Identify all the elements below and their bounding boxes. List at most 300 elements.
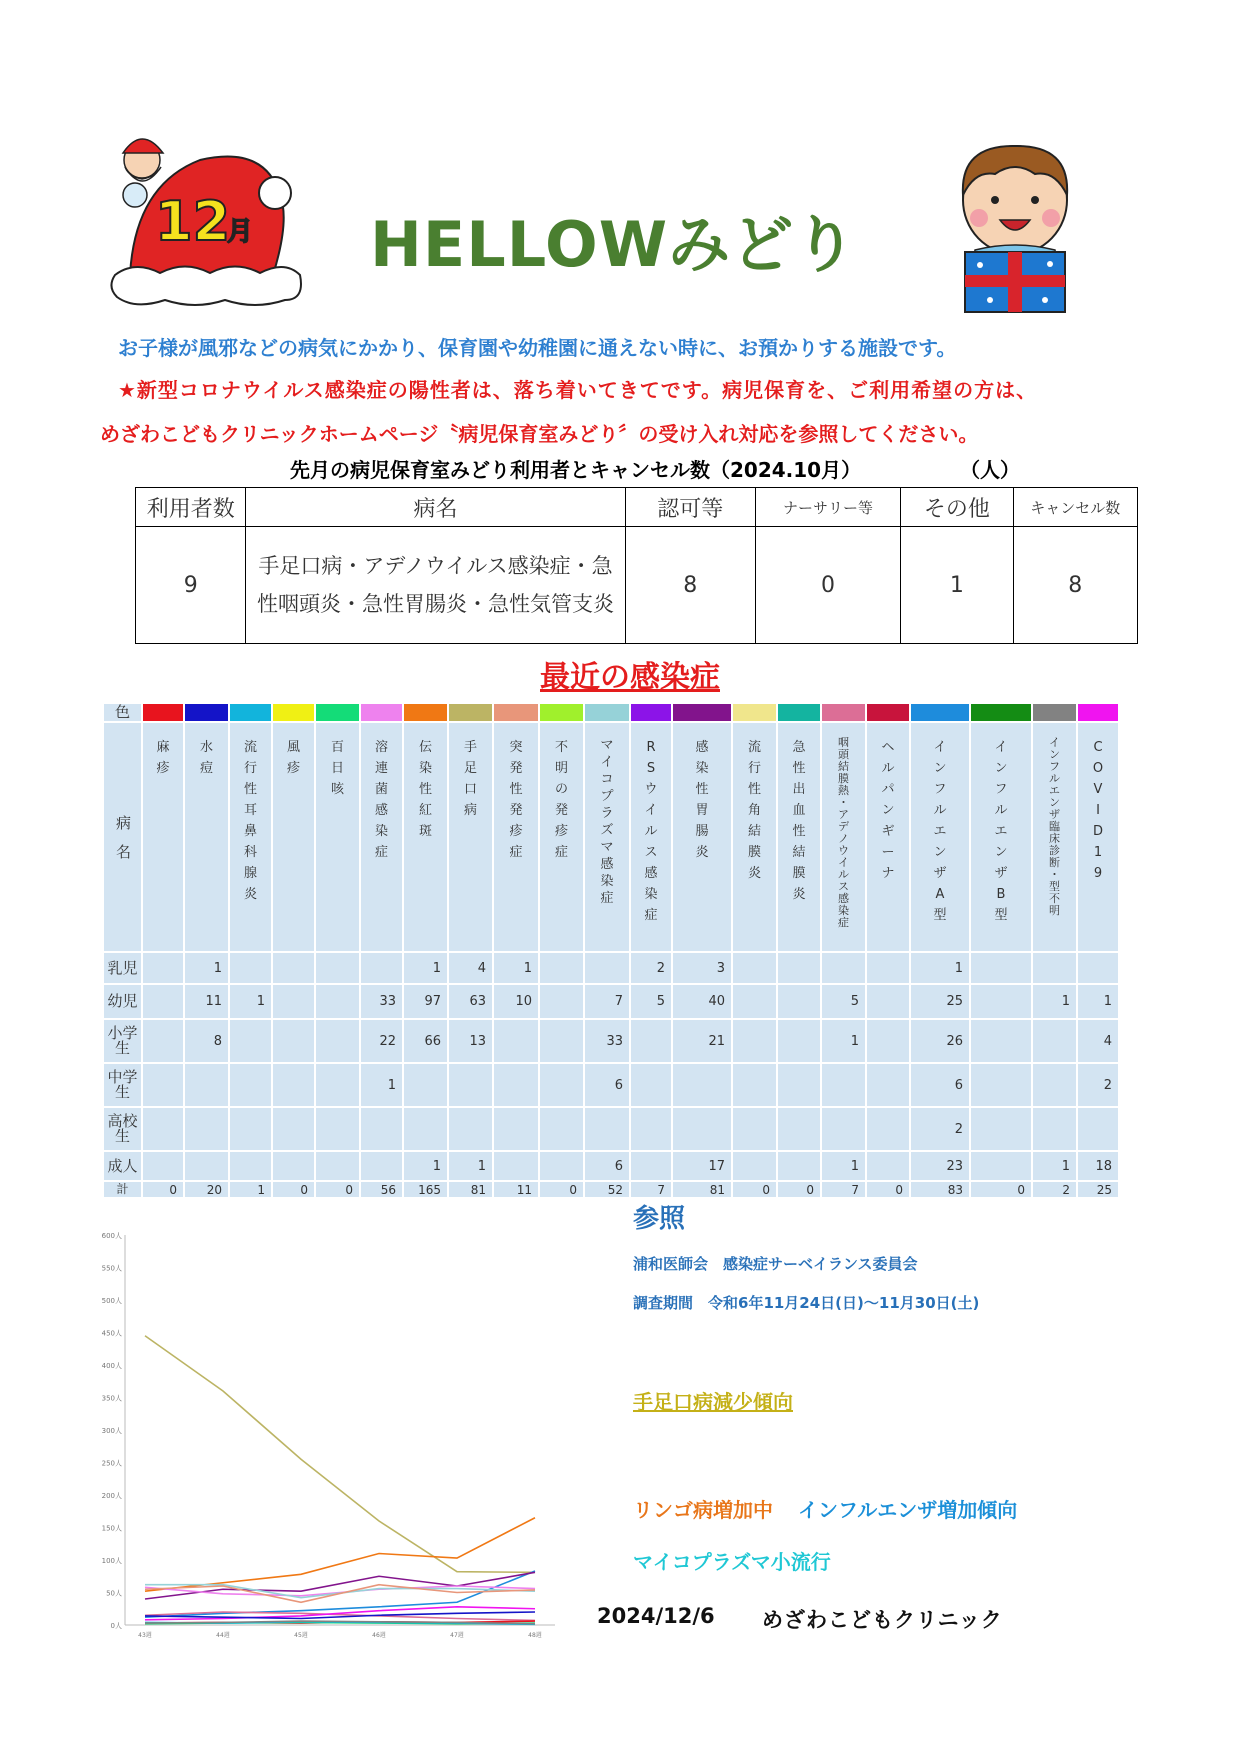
disease-name-char: 感 <box>644 866 658 881</box>
disease-name-char: 科 <box>243 845 257 860</box>
count-cell <box>778 1108 820 1150</box>
count-cell <box>733 1020 776 1062</box>
header-nursery: ナーサリー等 <box>755 488 900 527</box>
disease-name-char: 頭 <box>838 748 849 761</box>
disease-name <box>778 723 820 951</box>
count-cell: 8 <box>185 1020 228 1062</box>
disease-name-char: 結 <box>792 845 806 860</box>
count-cell: 23 <box>911 1152 969 1180</box>
disease-name-char: フ <box>933 782 947 797</box>
disease-name-char: V <box>1093 782 1103 797</box>
disease-name-char: 感 <box>374 803 388 818</box>
disease-name-char: 流 <box>747 740 761 755</box>
disease-name-char: 診 <box>1049 844 1060 857</box>
total-cell: 0 <box>778 1182 820 1197</box>
count-cell <box>361 1152 402 1180</box>
disease-name-char: 出 <box>792 782 806 797</box>
chart-x-tick-label: 44週 <box>216 1632 230 1639</box>
count-cell <box>733 953 776 983</box>
header-cancel: キャンセル数 <box>1013 488 1137 527</box>
header-other: その他 <box>901 488 1013 527</box>
count-cell <box>778 1152 820 1180</box>
count-cell <box>316 1108 359 1150</box>
chart-y-tick-label: 300人 <box>101 1427 122 1435</box>
footer-date: 2024/12/6 <box>597 1604 715 1628</box>
disease-name-char: 水 <box>199 740 213 755</box>
licensed-count: 8 <box>625 527 755 644</box>
disease-name-char: 胃 <box>695 803 709 818</box>
disease-color-swatch <box>494 704 538 721</box>
disease-name-char: 疹 <box>286 761 300 776</box>
disease-name-char: の <box>554 782 568 797</box>
disease-name-char: 明 <box>1049 904 1060 917</box>
count-cell <box>733 1064 776 1106</box>
disease-name-char: 百 <box>330 740 344 755</box>
disease-name-char: 伝 <box>418 740 432 755</box>
disease-name-char: ・ <box>838 796 849 809</box>
disease-name-char: 行 <box>747 761 761 776</box>
chart-y-tick-label: 200人 <box>101 1492 122 1500</box>
disease-name <box>867 723 909 951</box>
disease-name-char: プ <box>600 789 614 804</box>
total-cell: 0 <box>971 1182 1031 1197</box>
disease-name-char: 疹 <box>156 761 170 776</box>
disease-name-char: ・ <box>1049 868 1060 881</box>
disease-name-char: 鼻 <box>243 824 257 839</box>
disease-name-char: 型 <box>933 908 947 923</box>
count-cell <box>867 1108 909 1150</box>
trend-note-influenza: インフルエンザ増加傾向 <box>798 1498 1018 1522</box>
disease-name-char: 咽 <box>838 736 849 749</box>
count-cell: 1 <box>1033 985 1076 1018</box>
count-cell <box>822 1108 865 1150</box>
total-cell: 7 <box>631 1182 671 1197</box>
count-cell: 1 <box>911 953 969 983</box>
disease-name-char: 感 <box>600 857 614 872</box>
disease-name-char: 口 <box>463 782 477 797</box>
count-cell: 1 <box>361 1064 402 1106</box>
count-cell: 11 <box>185 985 228 1018</box>
count-cell <box>273 1152 314 1180</box>
count-cell <box>1033 1064 1076 1106</box>
color-label: 色 <box>104 704 141 721</box>
disease-name-char: イ <box>933 740 947 755</box>
count-cell <box>1078 953 1118 983</box>
count-cell <box>143 953 183 983</box>
count-cell: 6 <box>911 1064 969 1106</box>
usage-table-row <box>136 527 1138 644</box>
intro-line-1: お子様が風邪などの病気にかかり、保育園や幼稚園に通えない時に、お預かりする施設です。 <box>118 336 957 360</box>
age-group-label: 幼児 <box>104 985 141 1018</box>
nursery-count: 0 <box>755 527 900 644</box>
disease-name-char: ウ <box>644 782 658 797</box>
count-cell: 33 <box>361 985 402 1018</box>
disease-name-char: ウ <box>838 844 849 857</box>
disease-name <box>822 723 865 951</box>
disease-name-char: フ <box>994 782 1008 797</box>
disease-color-swatch <box>316 704 359 721</box>
disease-name-char: 症 <box>600 891 614 906</box>
count-cell <box>273 953 314 983</box>
age-group-row <box>104 1020 1118 1062</box>
count-cell <box>867 1020 909 1062</box>
disease-name-char: 性 <box>509 782 523 797</box>
count-cell <box>540 1020 583 1062</box>
disease-name-char: 性 <box>695 782 709 797</box>
count-cell <box>185 1108 228 1150</box>
count-cell: 17 <box>673 1152 731 1180</box>
count-cell <box>673 1108 731 1150</box>
count-cell <box>1033 953 1076 983</box>
count-cell <box>971 1108 1031 1150</box>
disease-name-char: 染 <box>644 887 658 902</box>
count-cell <box>733 1108 776 1150</box>
total-cell: 0 <box>316 1182 359 1197</box>
count-cell <box>230 953 271 983</box>
disease-name-char: 型 <box>1049 880 1060 893</box>
count-cell <box>230 1152 271 1180</box>
count-cell <box>540 985 583 1018</box>
disease-name-char: R <box>646 740 656 755</box>
disease-name-char: ノ <box>838 832 849 845</box>
disease-name-char: ラ <box>600 806 614 821</box>
count-cell <box>316 985 359 1018</box>
count-cell: 4 <box>449 953 492 983</box>
boy-with-present-illustration <box>945 140 1085 315</box>
disease-name <box>143 723 183 951</box>
header-licensed: 認可等 <box>625 488 755 527</box>
chart-x-tick-label: 45週 <box>294 1632 308 1639</box>
disease-name-char: 膜 <box>838 772 849 785</box>
count-cell: 40 <box>673 985 731 1018</box>
disease-name-char: 紅 <box>418 803 432 818</box>
disease-name-char: ザ <box>1049 808 1060 821</box>
disease-name <box>540 723 583 951</box>
chart-x-tick-label: 46週 <box>372 1632 386 1639</box>
age-group-row <box>104 1108 1118 1150</box>
count-cell: 1 <box>185 953 228 983</box>
disease-name-char: イ <box>600 755 614 770</box>
disease-name-char: パ <box>881 782 895 797</box>
recent-infections-title: 最近の感染症 <box>540 660 720 695</box>
count-cell <box>631 1152 671 1180</box>
total-cell: 1 <box>230 1182 271 1197</box>
age-group-label: 成人 <box>104 1152 141 1180</box>
count-cell <box>540 1108 583 1150</box>
total-cell: 0 <box>733 1182 776 1197</box>
count-cell: 6 <box>585 1152 629 1180</box>
count-cell <box>273 1108 314 1150</box>
disease-name <box>449 723 492 951</box>
count-cell <box>230 1064 271 1106</box>
disease-color-swatch <box>585 704 629 721</box>
disease-name-char: ー <box>881 845 895 860</box>
trend-note-mycoplasma: マイコプラズマ小流行 <box>633 1550 831 1574</box>
disease-name <box>185 723 228 951</box>
disease-name-char: ル <box>838 868 849 881</box>
disease-name-char: 不 <box>1049 892 1060 905</box>
count-cell: 63 <box>449 985 492 1018</box>
disease-name-char: 床 <box>1049 832 1060 845</box>
trend-note-erythema: リンゴ病増加中 <box>633 1498 773 1522</box>
disease-name-char: 麻 <box>156 740 170 755</box>
count-cell <box>185 1152 228 1180</box>
disease-name-char: ア <box>838 808 849 821</box>
disease-name-char: 炎 <box>695 845 709 860</box>
count-cell <box>404 1064 447 1106</box>
count-cell <box>540 1064 583 1106</box>
count-cell <box>778 953 820 983</box>
disease-name-char: ザ <box>933 866 947 881</box>
count-cell: 7 <box>585 985 629 1018</box>
count-cell: 1 <box>230 985 271 1018</box>
total-cell: 81 <box>673 1182 731 1197</box>
header-users: 利用者数 <box>136 488 246 527</box>
month-badge-suffix: 月 <box>227 217 254 247</box>
disease-name-char: ス <box>838 880 849 893</box>
disease-name-char: ン <box>1049 748 1060 761</box>
disease-name-char: コ <box>600 772 614 787</box>
chart-y-tick-label: 450人 <box>101 1329 122 1338</box>
count-cell: 3 <box>673 953 731 983</box>
disease-name-char: 膜 <box>792 866 806 881</box>
count-cell: 5 <box>822 985 865 1018</box>
count-cell <box>971 953 1031 983</box>
total-cell: 56 <box>361 1182 402 1197</box>
disease-name-char: ン <box>1049 796 1060 809</box>
count-cell <box>316 1064 359 1106</box>
disease-name-char: 症 <box>509 845 523 860</box>
disease-name-char: イ <box>838 856 849 869</box>
disease-name-char: ル <box>1049 772 1060 785</box>
total-cell: 0 <box>143 1182 183 1197</box>
age-group-label: 乳児 <box>104 953 141 983</box>
disease-name-char: B <box>996 887 1006 902</box>
chart-y-tick-label: 550人 <box>101 1264 122 1273</box>
count-cell <box>494 1108 538 1150</box>
total-cell: 0 <box>867 1182 909 1197</box>
disease-name-char: 発 <box>554 803 568 818</box>
count-cell <box>778 1020 820 1062</box>
disease-name-char: 疹 <box>554 824 568 839</box>
disease-name-char: 連 <box>374 761 388 776</box>
disease-name-char: ヘ <box>881 740 895 755</box>
count-cell <box>971 1020 1031 1062</box>
count-cell <box>316 1020 359 1062</box>
disease-name-char: 咳 <box>330 782 344 797</box>
disease-color-swatch <box>673 704 731 721</box>
disease-name-char: 痘 <box>199 761 213 776</box>
count-cell <box>143 1108 183 1150</box>
age-group-row <box>104 1064 1118 1106</box>
chart-x-tick-label: 43週 <box>138 1632 152 1639</box>
disease-name <box>1078 723 1118 951</box>
disease-color-swatch <box>733 704 776 721</box>
disease-name-char: 臨 <box>1049 820 1060 833</box>
count-cell <box>494 1152 538 1180</box>
disease-name-char: ギ <box>881 824 895 839</box>
count-cell: 1 <box>404 953 447 983</box>
count-cell <box>778 985 820 1018</box>
disease-name-char: 性 <box>792 824 806 839</box>
count-cell <box>585 953 629 983</box>
count-cell <box>494 1020 538 1062</box>
disease-color-swatch <box>449 704 492 721</box>
age-group-label: 中学生 <box>104 1064 141 1106</box>
disease-name-char: 膜 <box>747 845 761 860</box>
count-cell <box>778 1064 820 1106</box>
disease-name-char: 症 <box>374 845 388 860</box>
disease-name-char: 手 <box>463 740 477 755</box>
users-count: 9 <box>136 527 246 644</box>
disease-name-char: エ <box>933 824 947 839</box>
total-cell: 2 <box>1033 1182 1076 1197</box>
count-cell: 10 <box>494 985 538 1018</box>
disease-name-char: 斑 <box>418 824 432 839</box>
count-cell: 33 <box>585 1020 629 1062</box>
disease-name-char: 染 <box>695 761 709 776</box>
disease-name-char: 日 <box>330 761 344 776</box>
count-cell <box>971 985 1031 1018</box>
age-group-label: 小学生 <box>104 1020 141 1062</box>
disease-name-char: 感 <box>838 892 849 905</box>
disease-color-swatch <box>911 704 969 721</box>
disease-name-char: 血 <box>792 803 806 818</box>
disease-name-char: 熱 <box>838 784 849 797</box>
count-cell <box>585 1108 629 1150</box>
count-cell <box>230 1020 271 1062</box>
total-row <box>104 1182 1118 1197</box>
disease-name-char: D <box>1092 824 1103 839</box>
disease-name-char: イ <box>1049 736 1060 749</box>
disease-name-char: 風 <box>286 740 300 755</box>
count-cell: 25 <box>911 985 969 1018</box>
disease-color-swatch <box>971 704 1031 721</box>
cancel-count: 8 <box>1013 527 1137 644</box>
chart-y-tick-label: 50人 <box>106 1589 122 1598</box>
count-cell: 6 <box>585 1064 629 1106</box>
disease-name-char: 菌 <box>374 782 388 797</box>
total-cell: 0 <box>273 1182 314 1197</box>
disease-name <box>971 723 1031 951</box>
count-cell: 66 <box>404 1020 447 1062</box>
count-cell <box>185 1064 228 1106</box>
disease-name-char: ン <box>933 845 947 860</box>
disease-name-char: ン <box>994 761 1008 776</box>
age-group-label: 高校生 <box>104 1108 141 1150</box>
count-cell <box>867 1152 909 1180</box>
disease-name-char: マ <box>600 840 614 855</box>
disease-color-swatch <box>631 704 671 721</box>
count-cell: 1 <box>822 1020 865 1062</box>
name-label: 病名 <box>104 723 141 951</box>
disease-name <box>631 723 671 951</box>
disease-name-char: C <box>1093 740 1103 755</box>
disease-name-char: ナ <box>881 866 895 881</box>
disease-name-char: 症 <box>644 908 658 923</box>
disease-names: 手足口病・アデノウイルス感染症・急性咽頭炎・急性胃腸炎・急性気管支炎 <box>246 527 625 644</box>
count-cell <box>631 1064 671 1106</box>
disease-name-char: 感 <box>695 740 709 755</box>
disease-name-char: フ <box>1049 760 1060 773</box>
disease-name-char: 腺 <box>243 866 257 881</box>
disease-name-char: A <box>935 887 945 902</box>
age-group-row <box>104 1152 1118 1180</box>
usage-table <box>135 487 1138 644</box>
color-row <box>104 704 1118 721</box>
disease-name <box>273 723 314 951</box>
count-cell: 18 <box>1078 1152 1118 1180</box>
disease-name-char: 症 <box>554 845 568 860</box>
count-cell <box>230 1108 271 1150</box>
disease-color-swatch <box>273 704 314 721</box>
disease-name-char: エ <box>1049 784 1060 797</box>
count-cell: 4 <box>1078 1020 1118 1062</box>
disease-name-char: 突 <box>509 740 523 755</box>
count-cell: 2 <box>631 953 671 983</box>
disease-name-char: イ <box>644 803 658 818</box>
disease-name-char: 疹 <box>509 824 523 839</box>
disease-name <box>316 723 359 951</box>
count-cell <box>822 1064 865 1106</box>
chart-y-tick-label: 350人 <box>101 1394 122 1403</box>
disease-name-char: 性 <box>792 761 806 776</box>
disease-color-swatch <box>404 704 447 721</box>
disease-name <box>1033 723 1076 951</box>
count-cell <box>361 1108 402 1150</box>
count-cell <box>143 1064 183 1106</box>
disease-name-char: ル <box>933 803 947 818</box>
chart-y-tick-label: 0人 <box>110 1622 122 1630</box>
disease-name-char: マ <box>600 738 614 753</box>
count-cell <box>1033 1108 1076 1150</box>
count-cell <box>631 1020 671 1062</box>
count-cell <box>733 985 776 1018</box>
disease-name-char: 炎 <box>243 887 257 902</box>
disease-name-char: ン <box>881 803 895 818</box>
disease-name-char: 結 <box>838 760 849 773</box>
count-cell <box>867 1064 909 1106</box>
count-cell <box>143 1020 183 1062</box>
count-cell <box>143 985 183 1018</box>
disease-name-char: デ <box>838 820 849 833</box>
count-cell <box>316 953 359 983</box>
disease-name-char: エ <box>994 824 1008 839</box>
count-cell: 97 <box>404 985 447 1018</box>
disease-name-char: イ <box>994 740 1008 755</box>
chart-y-tick-label: 500人 <box>101 1297 122 1305</box>
disease-name-char: 染 <box>838 904 849 917</box>
disease-color-swatch <box>778 704 820 721</box>
disease-name-char: 溶 <box>374 740 388 755</box>
count-cell: 13 <box>449 1020 492 1062</box>
age-group-row <box>104 985 1118 1018</box>
disease-name-char: 染 <box>600 874 614 889</box>
chart-series-line <box>145 1518 535 1591</box>
total-cell: 81 <box>449 1182 492 1197</box>
total-cell: 20 <box>185 1182 228 1197</box>
intro-line-3: めざわこどもクリニックホームページ〝病児保育室みどり〞の受け入れ対応を参照してください。 <box>100 422 979 446</box>
disease-name <box>361 723 402 951</box>
count-cell <box>540 1152 583 1180</box>
count-cell <box>971 1064 1031 1106</box>
count-cell: 2 <box>911 1108 969 1150</box>
disease-name-char: 急 <box>792 740 806 755</box>
disease-color-swatch <box>230 704 271 721</box>
disease-name-char: 性 <box>243 782 257 797</box>
disease-name-char: 行 <box>243 761 257 776</box>
count-cell <box>867 985 909 1018</box>
